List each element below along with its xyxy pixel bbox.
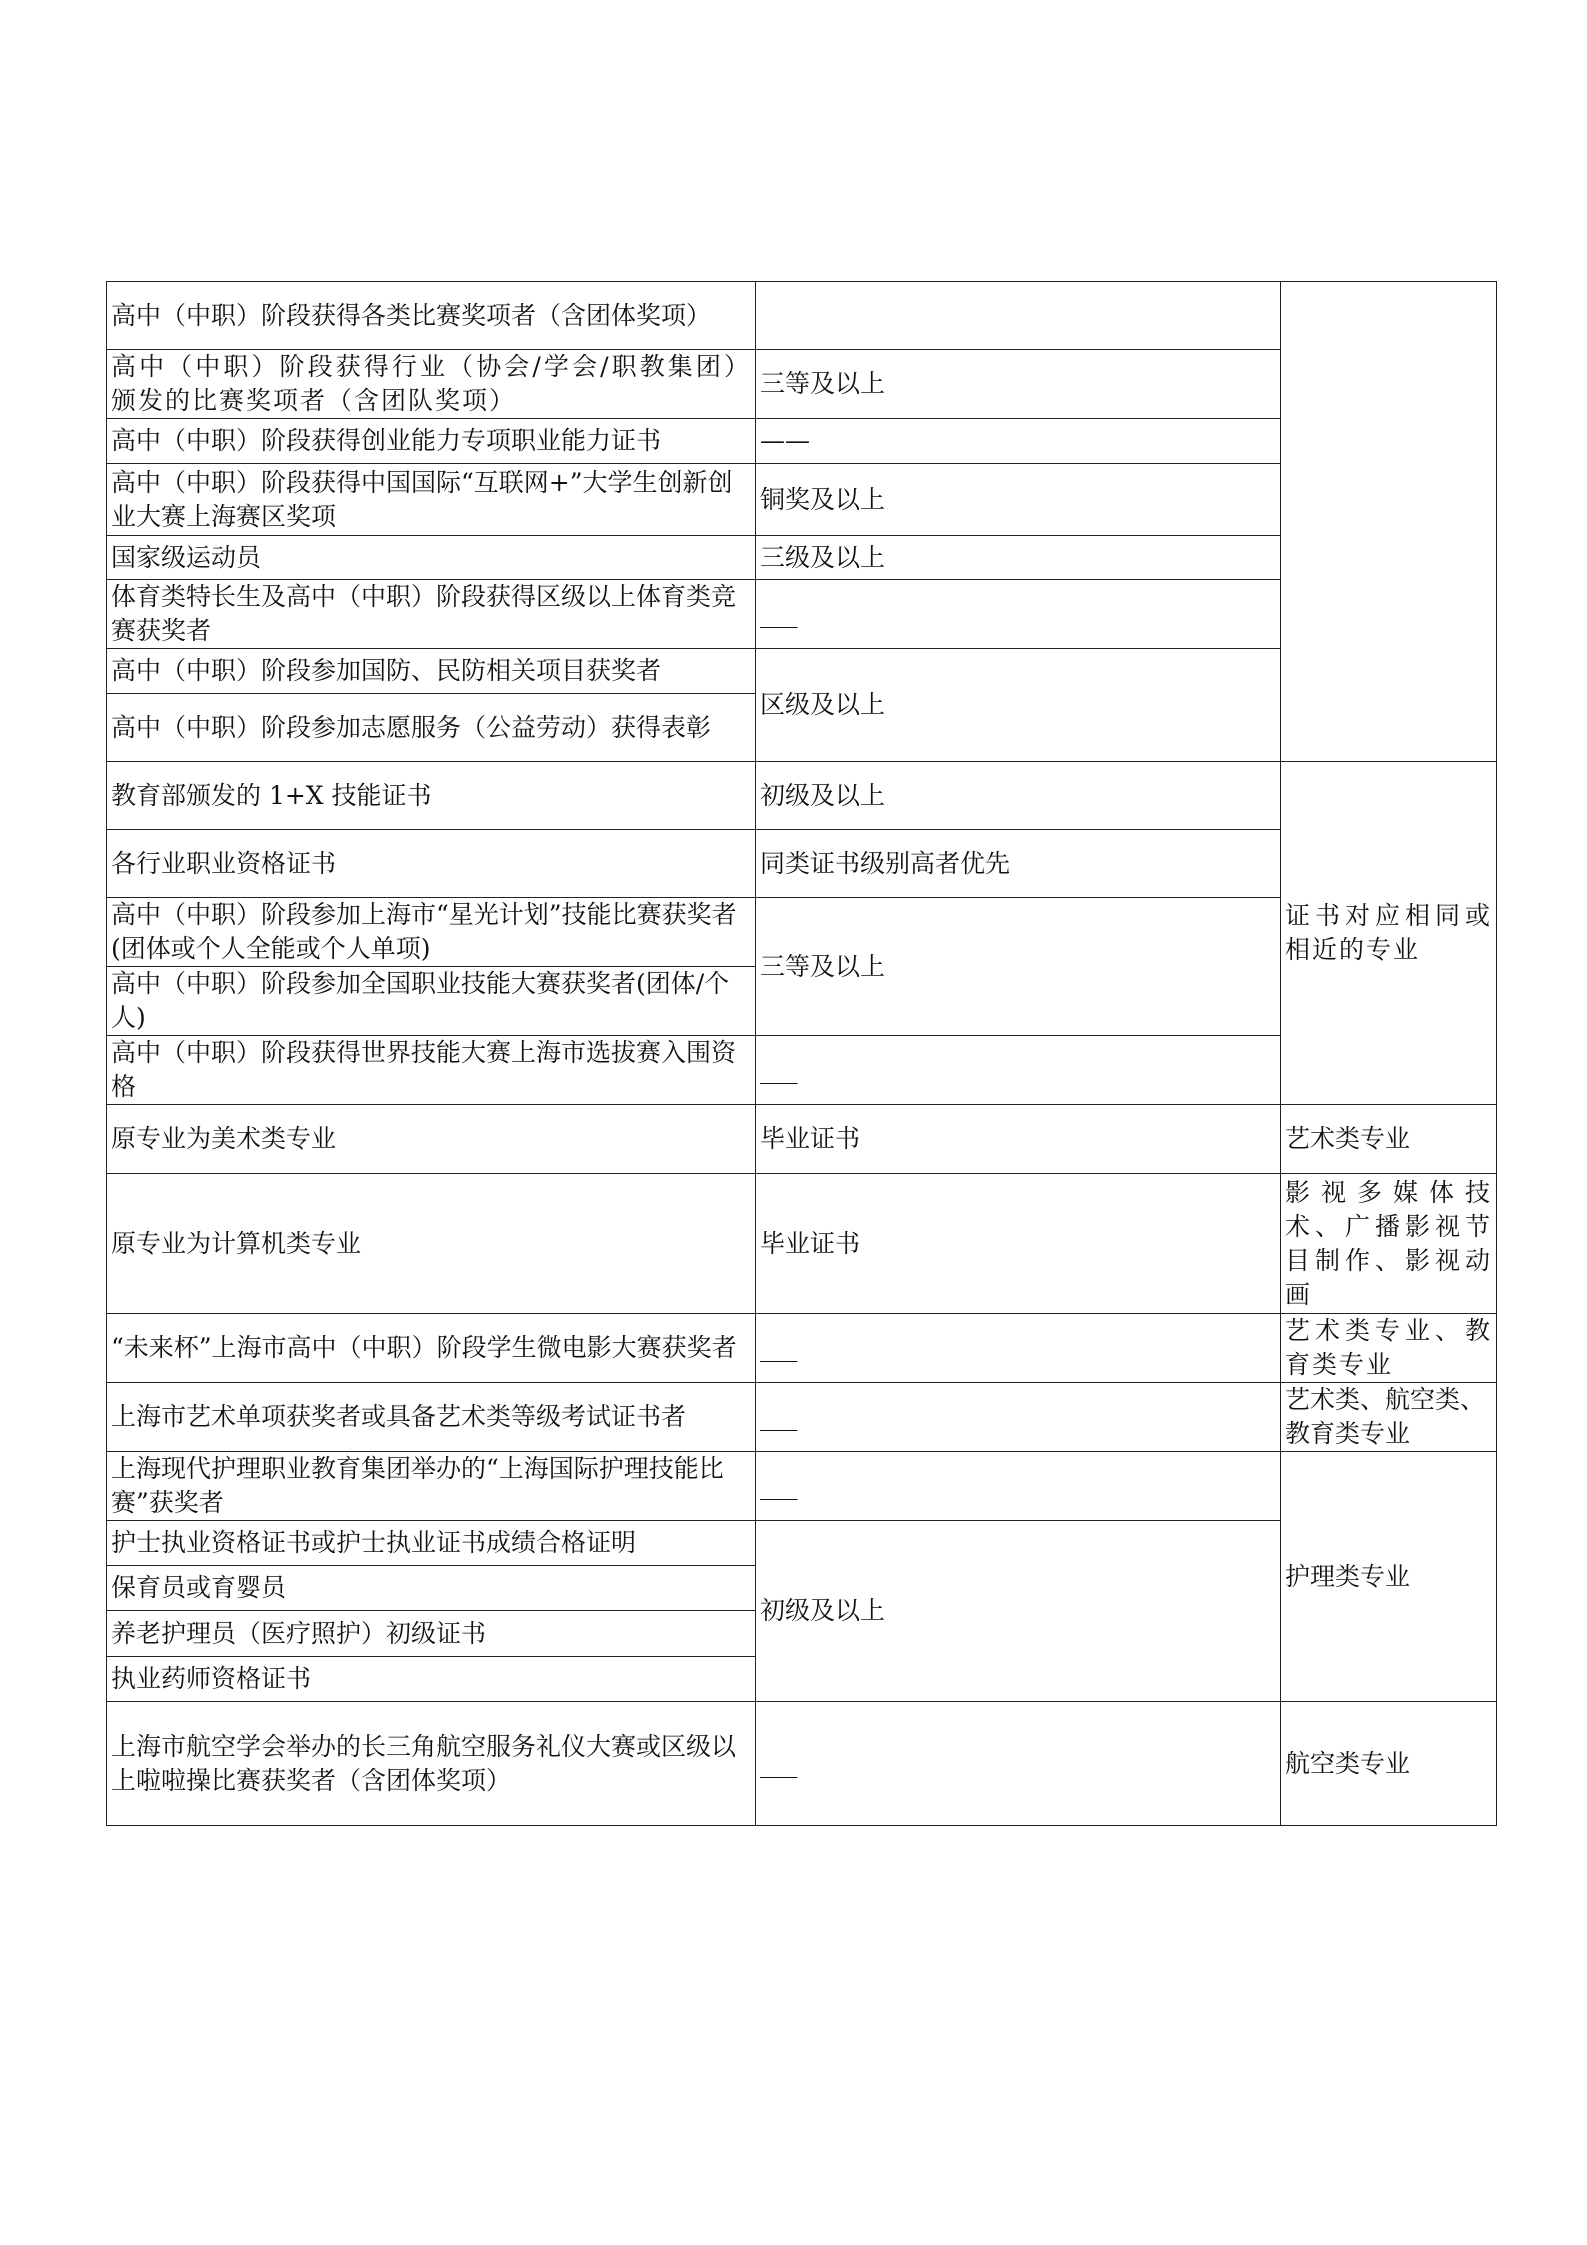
level-cell: ___	[756, 1702, 1281, 1826]
item-cell: 护士执业资格证书或护士执业证书成绩合格证明	[107, 1521, 756, 1566]
item-cell: 上海市航空学会举办的长三角航空服务礼仪大赛或区级以上啦啦操比赛获奖者（含团体奖项）	[107, 1702, 756, 1826]
major-cell	[1281, 282, 1497, 762]
level-cell: 初级及以上	[756, 762, 1281, 830]
item-cell: 高中（中职）阶段获得创业能力专项职业能力证书	[107, 419, 756, 464]
major-cell: 艺术类、航空类、教育类专业	[1281, 1383, 1497, 1452]
item-cell: 养老护理员（医疗照护）初级证书	[107, 1611, 756, 1657]
level-cell: 三等及以上	[756, 350, 1281, 419]
level-cell: ___	[756, 1383, 1281, 1452]
major-cell: 证书对应相同或相近的专业	[1281, 762, 1497, 1105]
level-cell: ___	[756, 1036, 1281, 1105]
major-cell: 护理类专业	[1281, 1452, 1497, 1702]
item-cell: “未来杯”上海市高中（中职）阶段学生微电影大赛获奖者	[107, 1314, 756, 1383]
qualification-table	[106, 281, 1497, 1826]
level-cell: 初级及以上	[756, 1521, 1281, 1702]
item-cell: 执业药师资格证书	[107, 1657, 756, 1702]
level-cell: ——	[756, 419, 1281, 464]
item-cell: 高中（中职）阶段获得世界技能大赛上海市选拔赛入围资格	[107, 1036, 756, 1105]
item-cell: 高中（中职）阶段获得各类比赛奖项者（含团体奖项）	[107, 282, 756, 350]
table-row	[107, 1702, 1497, 1826]
level-cell: 三级及以上	[756, 536, 1281, 580]
item-cell: 上海市艺术单项获奖者或具备艺术类等级考试证书者	[107, 1383, 756, 1452]
item-cell: 各行业职业资格证书	[107, 830, 756, 898]
level-cell: ___	[756, 580, 1281, 649]
item-cell: 保育员或育婴员	[107, 1566, 756, 1611]
table-row	[107, 1314, 1497, 1383]
item-cell: 国家级运动员	[107, 536, 756, 580]
major-cell: 影视多媒体技术、广播影视节目制作、影视动画	[1281, 1174, 1497, 1314]
table-row	[107, 1452, 1497, 1521]
level-cell: ___	[756, 1452, 1281, 1521]
level-cell: 毕业证书	[756, 1105, 1281, 1174]
table-row	[107, 282, 1497, 350]
level-cell: 铜奖及以上	[756, 464, 1281, 536]
item-cell: 高中（中职）阶段参加志愿服务（公益劳动）获得表彰	[107, 694, 756, 762]
major-cell: 航空类专业	[1281, 1702, 1497, 1826]
item-cell: 体育类特长生及高中（中职）阶段获得区级以上体育类竞赛获奖者	[107, 580, 756, 649]
item-cell: 高中（中职）阶段参加全国职业技能大赛获奖者(团体/个人)	[107, 967, 756, 1036]
table-row	[107, 1174, 1497, 1314]
table-row	[107, 762, 1497, 830]
level-cell: 区级及以上	[756, 649, 1281, 762]
item-cell: 高中（中职）阶段获得中国国际“互联网+”大学生创新创业大赛上海赛区奖项	[107, 464, 756, 536]
item-cell: 高中（中职）阶段参加国防、民防相关项目获奖者	[107, 649, 756, 694]
item-cell: 原专业为美术类专业	[107, 1105, 756, 1174]
table-row	[107, 1383, 1497, 1452]
level-cell: ___	[756, 1314, 1281, 1383]
item-cell: 原专业为计算机类专业	[107, 1174, 756, 1314]
item-cell: 高中（中职）阶段参加上海市“星光计划”技能比赛获奖者(团体或个人全能或个人单项)	[107, 898, 756, 967]
level-cell: 毕业证书	[756, 1174, 1281, 1314]
item-cell: 高中（中职）阶段获得行业（协会/学会/职教集团）颁发的比赛奖项者（含团队奖项）	[107, 350, 756, 419]
major-cell: 艺术类专业	[1281, 1105, 1497, 1174]
level-cell: 三等及以上	[756, 898, 1281, 1036]
item-cell: 教育部颁发的 1+X 技能证书	[107, 762, 756, 830]
major-cell: 艺术类专业、教育类专业	[1281, 1314, 1497, 1383]
item-cell: 上海现代护理职业教育集团举办的“上海国际护理技能比赛”获奖者	[107, 1452, 756, 1521]
level-cell	[756, 282, 1281, 350]
table-row	[107, 1105, 1497, 1174]
level-cell: 同类证书级别高者优先	[756, 830, 1281, 898]
